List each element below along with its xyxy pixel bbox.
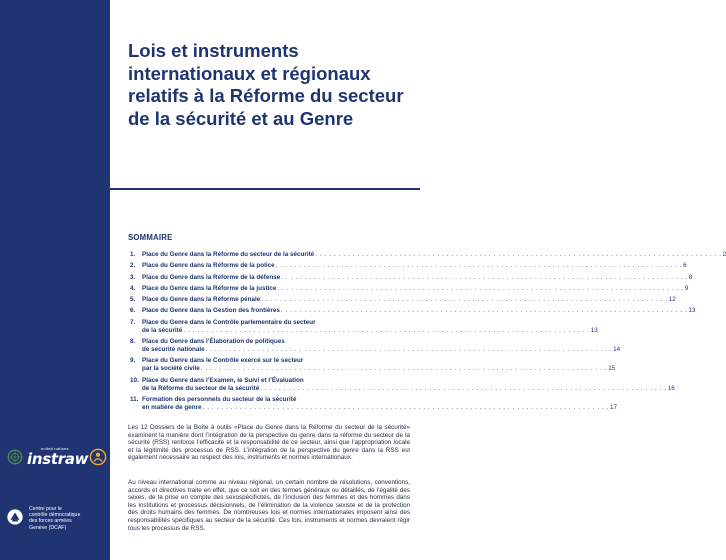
dcaf-line: contrôle démocratique [29, 512, 81, 519]
instraw-tagline: united nations [41, 446, 69, 451]
toc-number: 1. [130, 251, 136, 258]
toc-page-number: 16 [667, 384, 675, 392]
toc-item[interactable] [130, 376, 675, 393]
toc-entry-text: Place du Genre dans la Réforme pénale [142, 296, 261, 304]
toc-entry-text: Place du Genre dans la Gestion des frontières [142, 307, 280, 315]
toc-entry-text: Place du Genre dans le Contrôle exercé sur le secteur [142, 357, 304, 365]
toc-entry-text: de la sécurité [142, 326, 183, 334]
toc-entry-line [142, 319, 598, 327]
toc-page-number: 15 [608, 365, 616, 373]
toc-entry-body [142, 274, 692, 282]
dcaf-emblem-icon [6, 508, 24, 526]
toc-entry-text: de sécurité nationale [142, 346, 205, 354]
toc-entry-body [142, 285, 688, 293]
toc-dot-leader [183, 327, 589, 335]
toc-entry-text: Place du Genre dans le Contrôle parlementaire du secteur [142, 318, 316, 326]
document-title: Lois et instruments internationaux et régionaux relatifs à la Réforme du secteur de la sécurité et au Genre [128, 40, 404, 129]
left-sidebar-band [0, 0, 110, 560]
toc-entry-body [142, 262, 687, 270]
toc-entry-line [142, 385, 675, 393]
toc-entry-line [142, 327, 598, 335]
title-divider [110, 188, 420, 190]
toc-page-number: 8 [688, 273, 693, 281]
toc-entry-line [142, 338, 620, 346]
toc-number: 6. [130, 307, 136, 315]
toc-page-number: 13 [688, 307, 696, 315]
toc-dot-leader [281, 274, 687, 282]
toc-entry-body [142, 251, 726, 259]
toc-number: 11. [130, 395, 139, 403]
toc-entry-body [142, 307, 695, 315]
toc-item[interactable] [130, 307, 696, 315]
toc-entry-text: Place du Genre dans l’Élaboration de politiques [142, 338, 285, 346]
toc-entry-body [142, 357, 615, 373]
toc-dot-leader [315, 251, 721, 259]
toc-item[interactable] [130, 395, 617, 412]
toc-entry-line [142, 251, 726, 259]
toc-entry-body [142, 319, 598, 335]
summary-heading: SOMMAIRE [128, 233, 173, 242]
toc-item[interactable] [130, 338, 621, 354]
un-emblem-icon [7, 449, 23, 465]
toc-item[interactable] [130, 318, 598, 335]
toc-number: 9. [130, 357, 136, 365]
toc-dot-leader [277, 285, 683, 293]
toc-item[interactable] [130, 357, 616, 373]
toc-entry-text: par la société civile [142, 365, 200, 373]
instraw-logo [27, 446, 89, 468]
un-instraw-logo-row [0, 446, 110, 468]
toc-page-number: 14 [613, 346, 621, 354]
toc-dot-leader [201, 365, 607, 373]
toc-page-number: 6 [683, 262, 687, 270]
toc-item[interactable] [130, 262, 687, 270]
toc-number: 10. [130, 376, 139, 384]
toc-page-number: 13 [590, 326, 598, 334]
instraw-wordmark: instraw [27, 450, 89, 468]
toc-entry-line [142, 365, 615, 373]
toc-entry-text: de la Réforme du secteur de la sécurité [142, 384, 260, 392]
toc-entry-line [142, 357, 615, 365]
toc-dot-leader [281, 307, 687, 315]
toc-entry-text: Place du Genre dans la Réforme de la police [142, 262, 275, 270]
toc-dot-leader [261, 296, 667, 304]
toc-number: 8. [130, 338, 136, 346]
toc-dot-leader [260, 385, 666, 393]
toc-entry-text: Place du Genre dans l’Examen, le Suivi et l’Évaluation [142, 376, 304, 384]
instraw-symbol-icon [89, 448, 107, 466]
dcaf-logo [0, 506, 110, 531]
toc-entry-text: en matière de genre [142, 403, 202, 411]
table-of-contents [130, 251, 726, 415]
context-paragraph: Au niveau international comme au niveau régional, un certain nombre de résolutions, conventions, accords et directives traite en effet, que ce soit en des termes généraux ou détaillés, de l’égalité des sexes, de la prise en compte des sexospécificités, de l’inclusion des femmes et des hommes dans les institutions et processus décisionnels, de l’élimination de la violence sexiste et de la protection des droits humains des femmes. De nombreuses lois et normes internationales imposent ainsi des responsabilités spécifiques au secteur de la sécurité. Ces lois, instruments et normes devraient régir tous les processus de RSS. [128, 479, 410, 532]
toc-page-number: 2 [722, 251, 726, 258]
toc-entry-line [142, 285, 688, 293]
toc-page-number: 9 [684, 284, 689, 292]
toc-number: 4. [130, 284, 136, 292]
toc-entry-body [142, 338, 620, 354]
intro-paragraph: Les 12 Dossiers de la Boîte à outils «Place du Genre dans la Réforme du secteur de la sécurité» examinent la manière dont l’intégration de la perspective du genre dans la réforme du secteur de la sécurité (RSS) renforce l’efficacité et la responsabilité de ce secteur, ainsi que l’appropriation locale et la légitimité des processus de RSS. L’intégration de la perspective du genre dans la RSS est également nécessaire au respect des lois, instruments et normes internationaux. [128, 424, 410, 462]
toc-entry-body [142, 377, 675, 393]
toc-entry-line [142, 307, 695, 315]
toc-entry-text: Place du Genre dans la Réforme de la justice [142, 284, 277, 292]
toc-entry-line [142, 404, 617, 412]
toc-item[interactable] [130, 251, 726, 259]
toc-entry-text: Formation des personnels du secteur de la sécurité [142, 395, 297, 403]
toc-item[interactable] [130, 284, 689, 293]
toc-number: 3. [130, 273, 136, 281]
partner-logos [0, 446, 110, 531]
toc-dot-leader [206, 346, 612, 354]
dcaf-name [29, 506, 80, 531]
toc-entry-text: Place du Genre dans la Réforme du secteur de la sécurité [142, 251, 315, 258]
toc-entry-body [142, 296, 676, 304]
toc-entry-body [142, 396, 617, 412]
toc-number: 5. [130, 296, 136, 304]
toc-entry-line [142, 377, 675, 385]
toc-entry-line [142, 262, 687, 270]
toc-dot-leader [203, 404, 609, 412]
toc-item[interactable] [130, 296, 676, 304]
dcaf-line: des forces armées [29, 518, 72, 525]
toc-dot-leader [276, 262, 682, 270]
toc-entry-line [142, 346, 620, 354]
toc-entry-text: Place du Genre dans la Réforme de la défense [142, 273, 281, 281]
toc-entry-line [142, 274, 692, 282]
toc-page-number: 17 [609, 403, 617, 411]
toc-item[interactable] [130, 273, 693, 282]
document-main [110, 0, 726, 560]
toc-number: 2. [130, 262, 136, 270]
toc-page-number: 12 [668, 296, 676, 304]
dcaf-line: Centre pour le [29, 506, 62, 512]
toc-entry-line [142, 296, 676, 304]
toc-entry-line [142, 396, 617, 404]
toc-number: 7. [130, 318, 136, 326]
dcaf-line: Genève (DCAF) [29, 524, 67, 531]
